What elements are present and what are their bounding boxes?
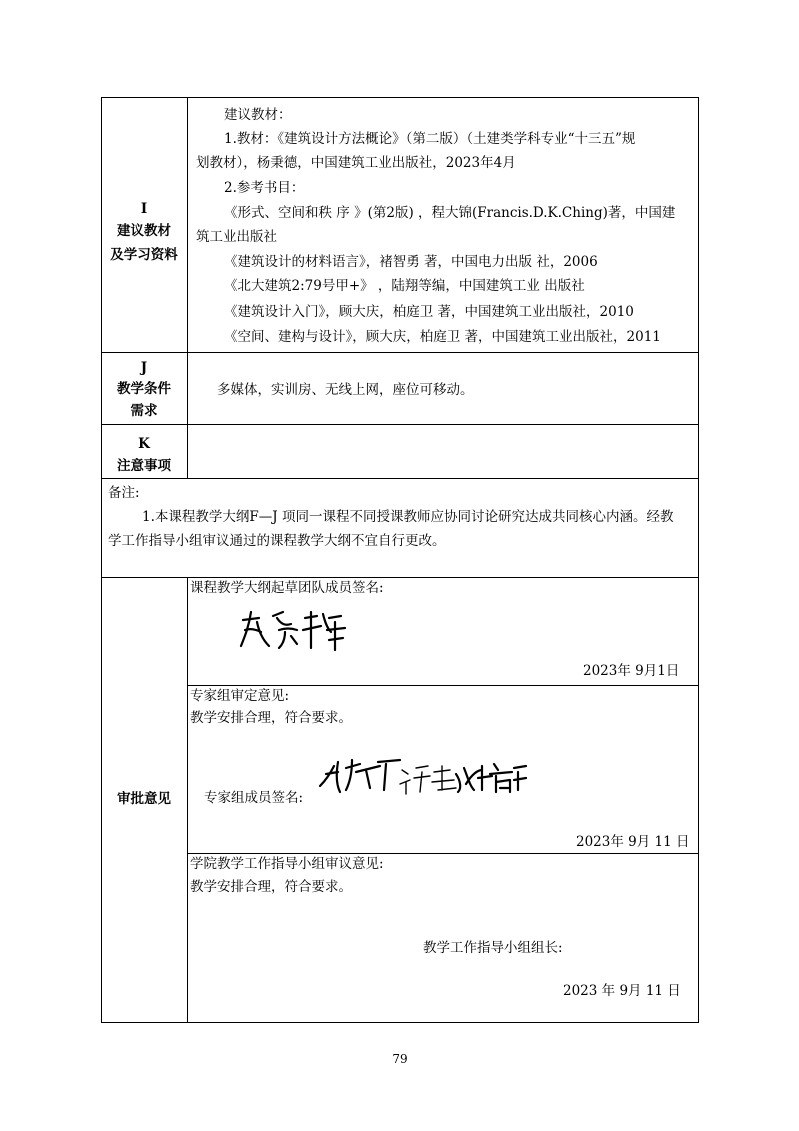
remarks-line2: 学工作指导小组审议通过的课程教学大纲不宜自行更改。: [108, 533, 446, 549]
drafting-date: 2023年 9月1日: [583, 663, 680, 679]
ref-item: 《建筑设计的材料语言》，褚智勇 著，中国电力出版 社，2006: [224, 254, 598, 270]
row-divider-2: [101, 424, 699, 425]
table-border-right: [698, 97, 699, 1023]
ref-item: 《建筑设计入门》，顾大庆，柏庭卫 著，中国建筑工业出版社，2010: [224, 304, 634, 320]
approval-divider-2: [187, 853, 699, 854]
materials-label-line1: 建议教材: [117, 223, 171, 239]
textbook-line1: 1.教材：《建筑设计方法概论》（第二版）（土建类学科专业“十三五”规: [224, 131, 636, 147]
drafting-heading: 课程教学大纲起草团队成员签名:: [190, 580, 384, 596]
conditions-label-line2: 需求: [130, 403, 158, 419]
materials-label-code: I: [140, 201, 148, 217]
conditions-content: 多媒体，实训房、无线上网，座位可移动。: [217, 382, 474, 398]
textbook-line2: 划教材），杨秉德，中国建筑工业出版社，2023年4月: [196, 155, 516, 171]
notes-label-line1: 注意事项: [117, 458, 171, 474]
remarks-line1: 1.本课程教学大纲F—J 项同一课程不同授课教师应协同讨论研究达成共同核心内涵。经教: [142, 509, 674, 525]
refs-heading: 2.参考书目：: [224, 180, 305, 196]
table-border-bottom: [101, 1022, 699, 1023]
row-divider-1: [101, 352, 699, 353]
expert-opinion: 教学安排合理，符合要求。: [190, 710, 352, 726]
college-heading: 学院教学工作指导小组审议意见:: [190, 856, 384, 872]
college-sign-label: 教学工作指导小组组长:: [423, 940, 563, 956]
materials-label-line2: 及学习资料: [110, 247, 178, 263]
expert-heading: 专家组审定意见:: [190, 688, 290, 704]
ref-item: 筑工业出版社: [196, 229, 277, 245]
conditions-label-code: J: [140, 360, 148, 376]
remarks-heading: 备注:: [108, 485, 140, 501]
column-divider-upper: [187, 97, 188, 478]
ref-item: 《北大建筑2:79号甲+》 ，陆翔等编，中国建筑工业 出版社: [224, 278, 585, 294]
college-date: 2023 年 9月 11 日: [563, 983, 681, 999]
approval-label: 审批意见: [117, 791, 171, 807]
column-divider-lower: [187, 577, 188, 1023]
ref-item: 《形式、空间和秩 序 》(第2版) ，程大锦(Francis.D.K.Ching)著，中国建: [224, 205, 676, 221]
page-number: 79: [392, 1052, 408, 1066]
notes-label-code: K: [138, 436, 150, 452]
table-border-top: [101, 97, 699, 98]
expert-signature-2: [398, 762, 460, 798]
row-divider-3: [101, 478, 699, 479]
college-opinion: 教学安排合理，符合要求。: [190, 879, 352, 895]
materials-heading: 建议教材：: [224, 107, 292, 123]
approval-divider-1: [187, 685, 699, 686]
expert-sign-label: 专家组成员签名:: [204, 790, 304, 806]
conditions-label-line1: 教学条件: [117, 381, 171, 397]
expert-signature-3: [452, 760, 530, 796]
drafting-signature: [233, 608, 353, 653]
expert-signature-1: [316, 756, 406, 796]
ref-item: 《空间、建构与设计》，顾大庆，柏庭卫 著，中国建筑工业出版社，2011: [224, 329, 661, 345]
expert-date: 2023年 9月 11 日: [576, 834, 690, 850]
row-divider-4: [101, 577, 699, 578]
